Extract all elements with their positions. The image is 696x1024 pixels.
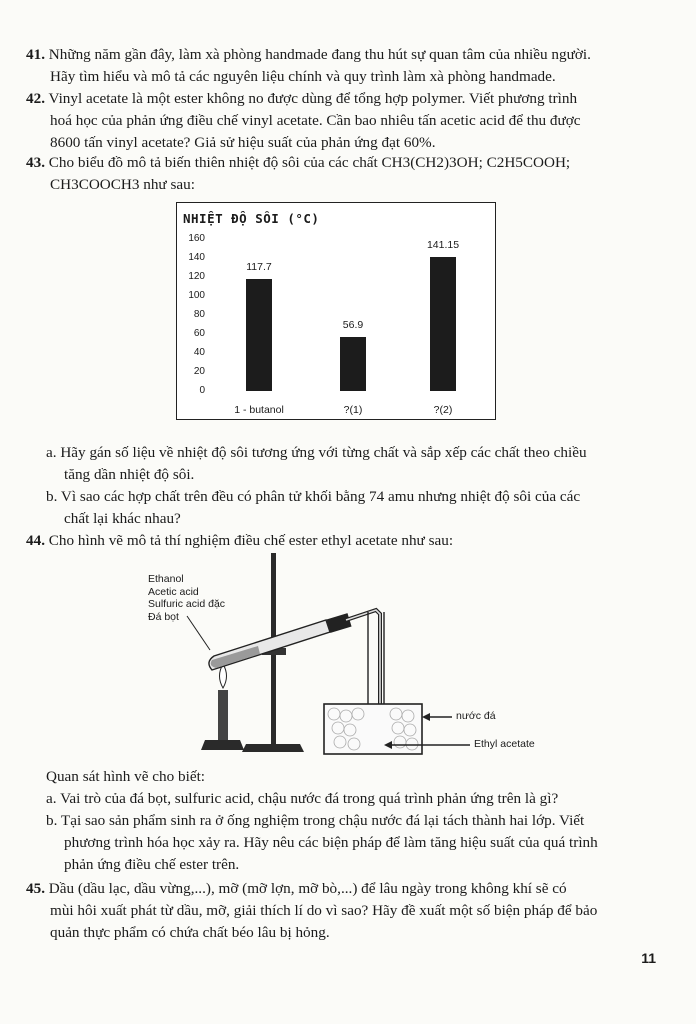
question-text: Dầu (dầu lạc, dầu vừng,...), mỡ (mỡ lợn, mỡ bò,...) để lâu ngày trong không khí sẽ có [48,880,567,897]
x-tick-label: 1 - butanol [234,404,284,416]
label-ethanol: Ethanol [148,573,184,585]
sub-text: Tại sao sản phẩm sinh ra ở ống nghiệm trong chậu nước đá lại tách thành hai lớp. Viết [60,812,585,829]
question-text: Cho biểu đồ mô tả biến thiên nhiệt độ sôi của các chất CH3(CH2)3OH; C2H5COOH; [48,154,571,171]
y-tick-label: 60 [193,328,205,339]
question-44a [46,788,662,810]
question-text: Hãy tìm hiểu và mô tả các nguyên liệu chính và quy trình làm xà phòng handmade. [50,68,556,85]
y-tick-label: 100 [188,290,205,301]
observe-text: Quan sát hình vẽ cho biết: [46,768,206,785]
question-text: Cho hình vẽ mô tả thí nghiệm điều chế ester ethyl acetate như sau: [48,532,454,549]
figure-reagent-labels [148,573,225,623]
sub-label: a. [46,444,57,461]
label-ethyl-acetate: Ethyl acetate [474,738,535,750]
question-44b [46,810,662,876]
sub-text: tăng dần nhiệt độ sôi. [64,466,195,483]
label-boiling-chips: Đá bọt [148,610,179,623]
burner-base [201,740,244,750]
question-text: 8600 tấn vinyl acetate? Giả sử hiệu suất của phản ứng đạt 60%. [50,134,436,151]
sub-label: a. [46,790,57,807]
sub-text: Hãy gán số liệu về nhiệt độ sôi tương ứng với từng chất và sắp xếp các chất theo chiều [60,444,587,461]
question-45 [26,878,664,944]
question-text: Vinyl acetate là một ester không no được dùng để tổng hợp polymer. Viết phương trình [48,90,578,107]
sub-text: Vì sao các hợp chất trên đều có phân tử khối bằng 74 amu nhưng nhiệt độ sôi của các [60,488,581,505]
x-tick-label: ?(2) [433,404,453,416]
y-tick-label: 40 [193,347,205,358]
data-label: 141.15 [426,238,460,251]
burner-body [218,690,228,740]
question-text: CH3COOCH3 như sau: [50,176,195,193]
y-tick-label: 20 [193,366,205,377]
label-ice-water: nước đá [456,710,496,722]
question-number: 41. [26,46,45,63]
sub-text: chất lại khác nhau? [64,510,181,527]
question-number: 42. [26,90,45,107]
question-text: mùi hôi xuất phát từ dầu, mỡ, giải thích lí do vì sao? Hãy đề xuất một số biện pháp để bảo [50,902,598,919]
question-text: quản thực phẩm có chứa chất béo lâu bị hỏng. [50,924,330,941]
sub-text: Vai trò của đá bọt, sulfuric acid, chậu nước đá trong quá trình phản ứng trên là gì? [60,790,559,807]
arrow-icon [422,713,430,721]
data-label: 117.7 [246,261,272,274]
y-tick-label: 80 [193,309,205,320]
sub-label: b. [46,812,58,829]
label-acetic-acid: Acetic acid [148,585,199,598]
y-tick-label: 120 [188,271,205,282]
y-tick-label: 0 [199,385,205,396]
page-number: 11 [641,950,656,966]
ice-bath [324,704,422,754]
stopper [326,613,351,633]
question-number: 43. [26,154,45,171]
y-tick-label: 140 [188,252,205,263]
y-tick-label: 160 [188,233,205,244]
sub-text: phương trình hóa học xảy ra. Hãy nêu các biện pháp để làm tăng hiệu suất của quá trình [64,834,598,851]
sub-text: phản ứng điều chế ester trên. [64,856,240,873]
question-number: 44. [26,532,45,549]
data-label: 56.9 [342,318,364,331]
question-text: Những năm gần đây, làm xà phòng handmade đang thu hút sự quan tâm của nhiều người. [48,46,591,63]
label-sulfuric-acid: Sulfuric acid đặc [148,598,226,610]
question-text: hoá học của phản ứng điều chế vinyl acetate. Cần bao nhiêu tấn acetic acid để thu được [50,112,581,129]
chart-title: NHIỆT ĐỘ SÔI (°C) [183,211,320,226]
stand-base [242,744,304,752]
question-number: 45. [26,880,45,897]
sub-label: b. [46,488,58,505]
x-tick-label: ?(1) [343,404,363,416]
